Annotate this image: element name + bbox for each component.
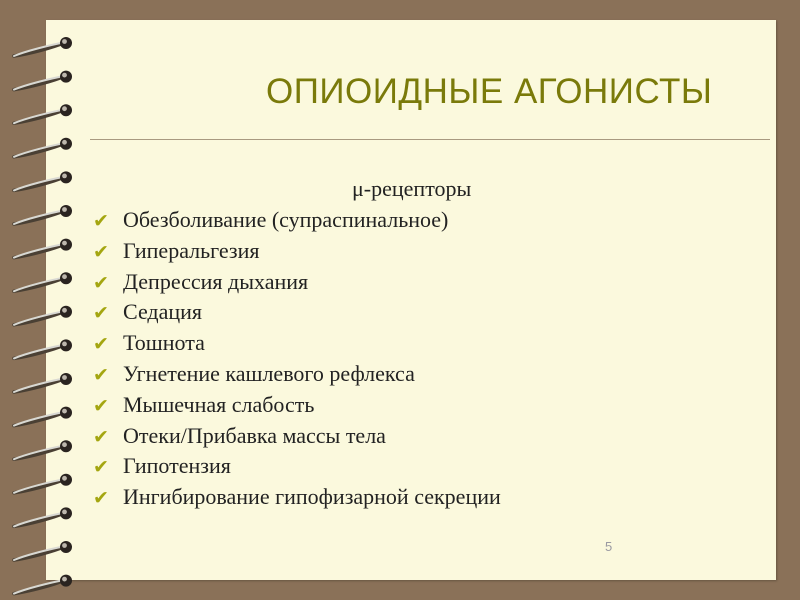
check-mark-icon: ✔ xyxy=(93,302,109,325)
list-item xyxy=(93,421,501,452)
spiral-ring xyxy=(14,239,72,258)
list-item-text: Седация xyxy=(123,299,203,325)
spiral-ring xyxy=(14,306,72,325)
list-item-text: Отеки/Прибавка массы тела xyxy=(123,422,386,448)
check-mark-icon: ✔ xyxy=(93,240,109,263)
check-mark-icon: ✔ xyxy=(93,210,109,232)
check-mark-icon: ✔ xyxy=(93,363,109,386)
spiral-ring xyxy=(14,407,72,426)
check-mark-icon: ✔ xyxy=(93,425,109,448)
list-item xyxy=(93,205,501,236)
spiral-ring xyxy=(14,507,72,526)
check-mark-icon: ✔ xyxy=(93,333,109,356)
list-item-text: Депрессия дыхания xyxy=(123,268,309,294)
list-item xyxy=(93,451,501,482)
spiral-ring xyxy=(14,138,72,157)
page-number: 5 xyxy=(605,539,613,554)
spiral-ring xyxy=(14,575,72,594)
effects-list xyxy=(93,205,501,513)
list-item-text: Мышечная слабость xyxy=(123,391,315,417)
list-item xyxy=(93,359,501,390)
list-item xyxy=(93,267,501,298)
list-item xyxy=(93,236,501,267)
list-item xyxy=(93,390,501,421)
check-mark-icon: ✔ xyxy=(93,456,109,479)
list-item-text: Тошнота xyxy=(123,330,205,356)
spiral-ring xyxy=(14,71,72,90)
slide-subtitle: μ-рецепторы xyxy=(352,176,472,201)
list-item-text: Угнетение кашлевого рефлекса xyxy=(123,360,415,386)
spiral-ring xyxy=(14,474,72,493)
spiral-ring xyxy=(14,541,72,560)
spiral-ring xyxy=(14,373,72,392)
spiral-ring xyxy=(14,104,72,123)
spiral-ring xyxy=(14,272,72,291)
check-mark-icon: ✔ xyxy=(93,487,109,510)
list-item xyxy=(93,297,501,328)
check-mark-icon: ✔ xyxy=(93,271,109,294)
title-divider xyxy=(90,139,770,140)
spiral-ring xyxy=(14,205,72,224)
spiral-ring xyxy=(14,440,72,459)
check-mark-icon: ✔ xyxy=(93,394,109,417)
spiral-ring xyxy=(14,171,72,190)
list-item-text: Гиперальгезия xyxy=(123,237,260,263)
list-item-text: Обезболивание (супраспинальное) xyxy=(123,207,449,232)
spiral-binding xyxy=(0,0,90,600)
list-item xyxy=(93,328,501,359)
list-item-text: Ингибирование гипофизарной секреции xyxy=(123,484,501,510)
spiral-ring xyxy=(14,339,72,358)
slide-title: ОПИОИДНЫЕ АГОНИСТЫ xyxy=(266,72,713,111)
list-item-text: Гипотензия xyxy=(123,453,231,479)
spiral-ring xyxy=(14,37,72,56)
list-item xyxy=(93,482,501,513)
